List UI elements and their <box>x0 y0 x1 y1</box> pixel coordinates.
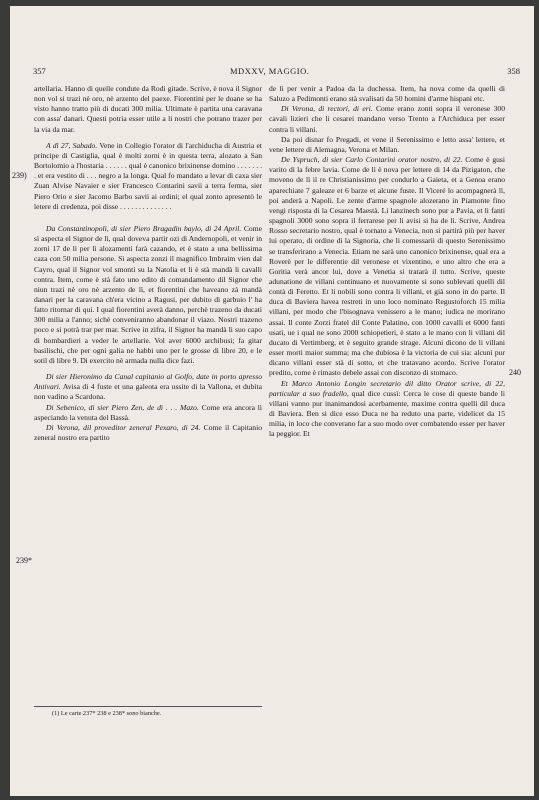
left-paragraph-1: artellaria. Hanno di quelle condute da Rodi gitade. Scrive, è nova il Signor non vol si trazi nè oro, nè arzento del paexe. Fiorentini per le doane se ha visto hanno tratto più di ducati 300 milia. Ultimate è partita una caravana con assa' danari. Questi potria esser utile a li nostri che potrano trazer per la via da mar. <box>34 84 262 134</box>
right-paragraph-1: de lì per venir a Padoa da la duchessa. Item, ha nova come da quelli di Saluzo a Pedimonti erano stà svalisati da 50 homini d'arme hispani etc. <box>269 84 505 104</box>
left-paragraph-3-text: Come sì aspecta el Signor de lì, qual doveva partir ozi di Andernopoli, et venir in zorni 17 de lì per lì alozamenti farà cazando, et è stato a una bellissima caza con 50 milia persone. Si aspecta zonzi il magnifico Imbraim vien dal Cayro, qual il Signor vol smonti su la Natolia et li è stà mandà li cavalli contra. Item, come è stà fato uno edito di comandamento dil Signor che niun trazi nè oro nè arzento de lì, et fiorentini che haveano zà mandà danari per la caravana ch'era vicino a Ragusi, per dubito di garbuio l' ha fatto ritornar di qui. I qual fiorentini averà danno, perchè trazeno da ducati 300 milia a l'anno; sichè conveniranno abandonar il viazo. Nostri trazeno poco e si potrà trar per mar. Scrive in zifra, il Signor ha mandà li suo capo di bombardieri a veder le artellarie. Vol aver 6000 archibusi; fa gitar basilischi, che per ogni galia ne habbi uno per le grosse di libre 20, e le sotil di libre 9. Di exercito nè armada nulla dice fazi. <box>34 223 262 365</box>
right-paragraph-4-text: Come è gusi varito di la febre lavia. Come de lì è nova per lettere di 14 da Pizigaton, che moveno de lì il re Christianissimo per condurlo a Gaieta, et a Genoa erano aparechiate 7 galeaze et 6 barze et alcune fuste. Il Viceré lo acompagnerà lì, poi anderà a Napoli. Le zente d'arme spagnole alozerano in Piamonte fino vengi risposta di la Cesarea Maestà. Li lanzinech sono pur a Pavia, et li fanti spagnoli 3000 sono sopra il ferrarese per li avisi si ha de lì. Scrive, Andrea Rosso secretario nostro, qual è tornato a Venecia, non si partirà più per haver lui operato, di ordine di la Signoria, che li comessarii di questo Serenissimo se transferirano a Venecia. Etiam ne sarà uno canonico brixinense, qual era a Roverè per le differentie dil veronese et vixentino, e uno altro che era a Goritia verà ancor lui, dove a Venetia si tratarà il tutto. Scrive, queste adunatione de villani continuano et nuovamente si sono sublevati quelli dil contà di Feretto. Et li nobili sono contra li villani, et già sono in do parte. Il duca di Baviera havea restreti in uno loco nominato Regustoforch 15 milia villani, per modo che l'bisognava venissero a le mano; iudica ne morirano assai. Il conte Zorzi fratel dil Conte Palatino, con 1000 cavalli et 6000 fanti usati, ue i qual ne sono 2000 schiopetieri, è stato a le mano con li villani dil ducato di Vertimberg, et è seguito grande strage. Alcuni dicono de li villani esser morti maior summa; ma che dubiosa è la victoria de cui sia: alcuni pur dicano villani esser stà di sotto, et che tratavano acordo. Scrive l'orator predito, come è rimasto debele assai con disconzo di stomaco. <box>269 155 505 378</box>
left-paragraph-4-lead: Di sier Hieronimo da Canal capitanio al Golfo, date in porto apresso Antivari. <box>34 372 262 392</box>
running-header <box>10 66 534 78</box>
right-paragraph-5 <box>269 379 505 440</box>
footnote: (1) Le carte 237* 238 e 238* sono bianche. <box>34 706 262 717</box>
right-page-number: 358 <box>507 66 520 76</box>
left-paragraph-6 <box>34 423 262 443</box>
right-paragraph-4-lead: De Yspruch, di sier Carlo Contarini orator nostro, di 22. <box>281 155 463 165</box>
right-paragraph-2-text: Come erano zonti sopra il veronese 300 cavali lizieri che li cesarei mandano verso Trento a l'Archiduca per esser contra li villani. <box>269 104 505 134</box>
right-column <box>269 84 505 439</box>
left-paragraph-3 <box>34 224 262 366</box>
left-column <box>34 84 262 443</box>
right-paragraph-2-lead: Di Verona, di rectori, di eri. <box>281 104 373 114</box>
running-title: MDXXV, MAGGIO. <box>230 66 310 76</box>
right-paragraph-5-text: qual dice cussì: Cerca le cose di queste bande li villani vanno pur inanimandosi acerbamente, maxime contra quelli dil duca di Baviera. Ben si dice esso Duca ne ha reduto una parte, videlicet da 15 milia, in loco che converano far a suo modo over combatendo esser per haver la peggior. Et <box>269 388 505 439</box>
left-paragraph-5 <box>34 403 262 423</box>
left-paragraph-2-text: Vene in Collegio l'orator di l'archiducha di Austria et principe di Castiglia, qual è molti zorni è in questa terra, alozato a San Bortolomio a l'hostaria . . . . . . qual è canonico brixinense domino . . . . . . . . et era vestito di . . . negro a la longa. Qual fo mandato a levar di caxa sier Zuan Alvise Navaier e sier Francesco Contarini savii a terra ferma, sier Piero Orio e sier Jacomo Barbo savii ai ordini; el qual zonto apresentò le letere di credenza, poi disse . . . . . . . . . . . . . . <box>34 140 262 211</box>
right-paragraph-4 <box>269 155 505 378</box>
right-paragraph-5-lead: Et Marco Antonio Longin secretario dil ditto Orator scrive, di 22, particular a suo fradello, <box>269 378 505 398</box>
left-paragraph-3-lead: Da Constantinopoli, di sier Piero Bragadin baylo, di 24 April. <box>46 223 242 233</box>
margin-number-239-star: 239* <box>16 556 32 565</box>
book-page <box>10 6 534 796</box>
right-paragraph-2 <box>269 104 505 134</box>
left-paragraph-2-lead: A dì 27, Sabado. <box>46 140 98 150</box>
left-paragraph-2 <box>34 141 262 212</box>
left-paragraph-6-lead: Di Verona, dil proveditor zeneral Pexaro, di 24. <box>46 422 201 432</box>
right-paragraph-3: Da poi disnar fo Pregadi, et vene il Serenissimo e letto assa' lettere, et vene lettere di Alemagna, Verona et Milan. <box>269 134 505 154</box>
margin-number-240: 240 <box>509 368 521 377</box>
left-page-number: 357 <box>33 66 46 76</box>
left-paragraph-5-lead: Di Sebenico, di sier Piero Zen, de dì . . . Mazo. <box>46 402 199 412</box>
left-paragraph-5-text: Come era ancora lì aspeciando la venuta del Bassà. <box>34 402 262 422</box>
left-paragraph-4 <box>34 372 262 402</box>
margin-number-239: 239) <box>12 171 27 180</box>
left-paragraph-6-text: Come il Capitanio zeneral nostro era partito <box>34 422 262 442</box>
left-paragraph-4-text: Avisa di 4 fuste et una galeota era ussite di la Vallona, et dubita non vadino a Scardona. <box>34 382 262 402</box>
